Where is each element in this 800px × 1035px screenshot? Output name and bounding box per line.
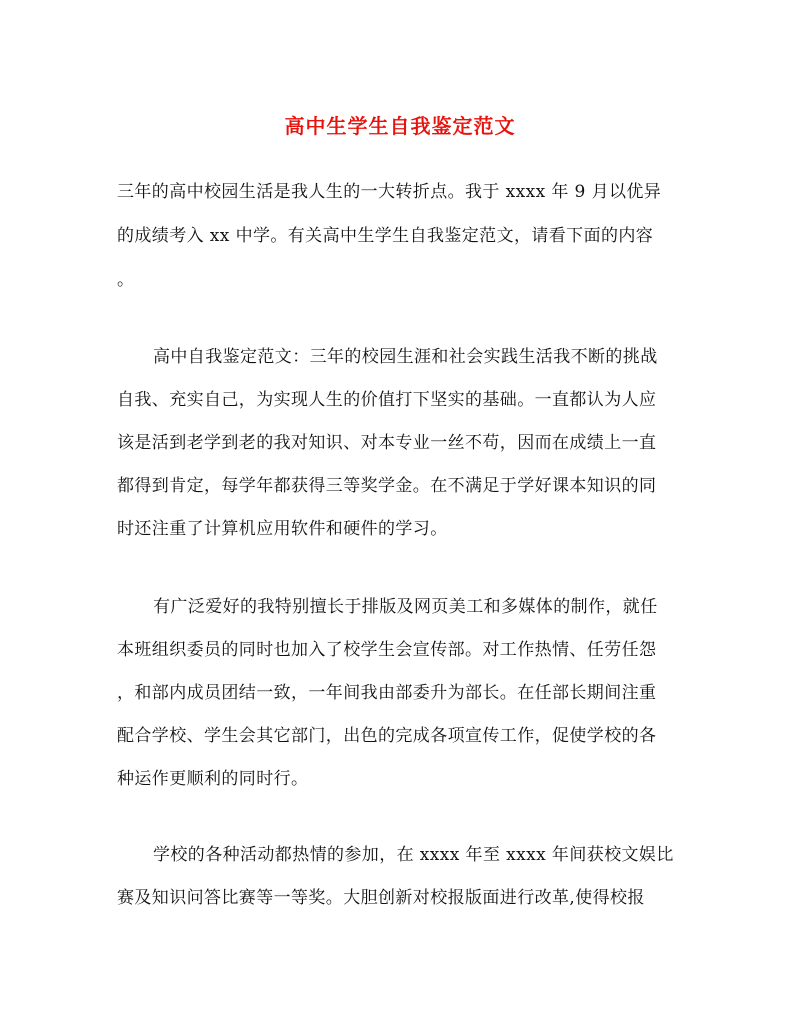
paragraph-3-line-4: 配合学校、学生会其它部门，出色的完成各项宣传工作，促使学校的各: [117, 726, 657, 746]
document-title: 高中生学生自我鉴定范文: [284, 114, 516, 138]
paragraph-1-line-3: 。: [117, 270, 135, 290]
paragraph-2-line-3: 该是活到老学到老的我对知识、对本专业一丝不苟，因而在成绩上一直: [117, 433, 657, 453]
paragraph-4-line-2: 赛及知识问答比赛等一等奖。大胆创新对校报版面进行改革,使得校报: [117, 888, 645, 908]
paragraph-1-line-2: 的成绩考入 xx 中学。有关高中生学生自我鉴定范文，请看下面的内容: [117, 226, 654, 246]
paragraph-3-line-3: ，和部内成员团结一致，一年间我由部委升为部长。在任部长期间注重: [117, 683, 657, 703]
paragraph-2-line-1: 高中自我鉴定范文：三年的校园生涯和社会实践生活我不断的挑战: [153, 347, 658, 367]
paragraph-3-line-5: 种运作更顺利的同时行。: [117, 769, 309, 789]
paragraph-2-line-5: 时还注重了计算机应用软件和硬件的学习。: [117, 519, 448, 539]
paragraph-4-line-1: 学校的各种活动都热情的参加，在 xxxx 年至 xxxx 年间获校文娱比: [153, 845, 674, 865]
paragraph-1-line-1: 三年的高中校园生活是我人生的一大转折点。我于 xxxx 年 9 月以优异: [117, 182, 662, 202]
paragraph-3-line-1: 有广泛爱好的我特别擅长于排版及网页美工和多媒体的制作，就任: [153, 597, 658, 617]
paragraph-2-line-2: 自我、充实自己，为实现人生的价值打下坚实的基础。一直都认为人应: [117, 390, 657, 410]
paragraph-3-line-2: 本班组织委员的同时也加入了校学生会宣传部。对工作热情、任劳任怨: [117, 640, 657, 660]
paragraph-2-line-4: 都得到肯定，每学年都获得三等奖学金。在不满足于学好课本知识的同: [117, 476, 657, 496]
